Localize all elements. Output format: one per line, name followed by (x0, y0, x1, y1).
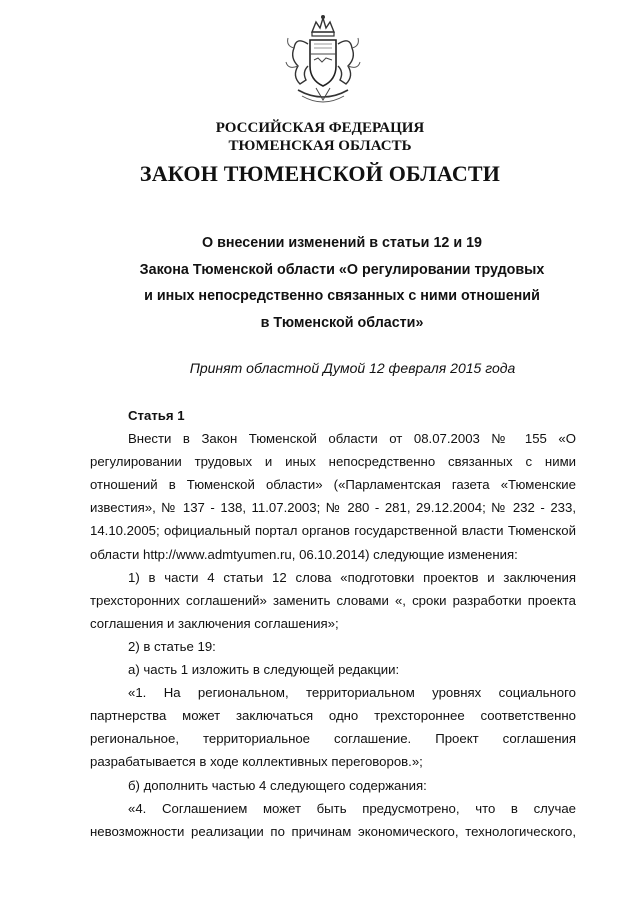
paragraph: Внести в Закон Тюменской области от 08.07.2003 № 155 «О регулировании трудовых и иных непосредственно связанных с ними отношений в Тюменской области» («Парламентская газета «Тюменские известия», № 137 - 138, 11.07.2003; № 280 - 281, 29.12.2004; № 232 - 233, 14.10.2005; официальный портал органов государственной власти Тюменской области http://www.admtyumen.ru, 06.10.2014) следующие изменения: (90, 431, 576, 562)
adoption-note: Принят областной Думой 12 февраля 2015 года (189, 360, 516, 376)
coat-of-arms-icon (280, 14, 366, 112)
document-body (90, 404, 576, 843)
paragraph: «1. На региональном, территориальном уровнях социального партнерства может заключаться одно трехстороннее соответственно региональное, территориальное соглашение. Проект соглашения разрабатывается в ходе коллективных переговоров.»; (90, 685, 576, 770)
article-heading: Статья 1 (128, 408, 185, 423)
paragraph: б) дополнить частью 4 следующего содержания: (128, 777, 427, 793)
title-line: в Тюменской области» (260, 314, 424, 331)
paragraph: а) часть 1 изложить в следующей редакции: (128, 662, 400, 678)
title-line: и иных непосредственно связанных с ними отношений (144, 288, 540, 304)
federation-heading: РОССИЙСКАЯ ФЕДЕРАЦИЯ (215, 120, 425, 136)
paragraph: «4. Соглашением может быть предусмотрено, что в случае невозможности реализации по причинам экономического, технологического, (90, 800, 576, 839)
region-heading: ТЮМЕНСКАЯ ОБЛАСТЬ (228, 138, 412, 154)
title-line: Закона Тюменской области «О регулировании трудовых (139, 261, 545, 278)
document-title (100, 230, 584, 336)
paragraph: 1) в части 4 статьи 12 слова «подготовки проектов и заключения трехсторонних соглашений» заменить словами «, сроки разработки проекта соглашения и заключения соглашения»; (90, 569, 576, 631)
title-line: О внесении изменений в статьи 12 и 19 (202, 235, 482, 251)
paragraph: 2) в статье 19: (128, 638, 216, 654)
law-title: ЗАКОН ТЮМЕНСКОЙ ОБЛАСТИ (139, 161, 501, 186)
